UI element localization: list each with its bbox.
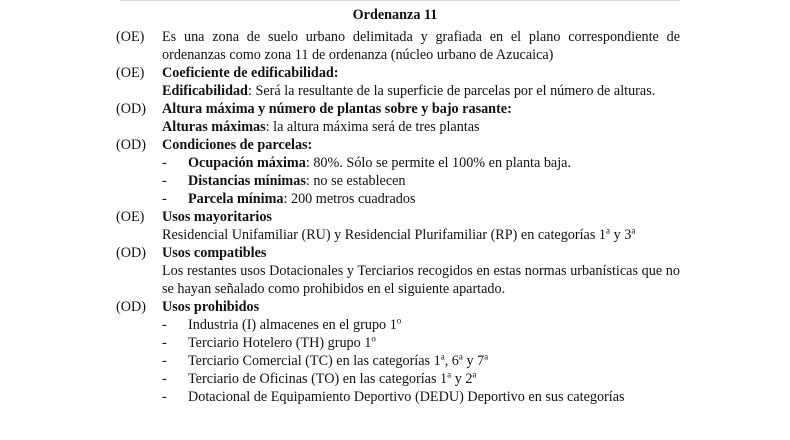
entry-label: Alturas máximas: [162, 119, 266, 135]
list-item: [162, 172, 680, 190]
top-rule: [120, 0, 680, 1]
entry-zone-description: [0, 28, 680, 64]
list-dash: -: [162, 155, 167, 171]
superscript: a: [458, 351, 463, 362]
item-text: Terciario Comercial (TC) en las categorías 1: [188, 353, 441, 369]
list-item: [162, 352, 680, 370]
entry-code: (OD): [116, 137, 146, 153]
entry-label: Edificabilidad: [162, 83, 248, 99]
list-item: [162, 316, 680, 334]
item-text: : 200 metros cuadrados: [283, 191, 416, 207]
list-item: [162, 388, 680, 406]
entry-code: (OD): [116, 245, 146, 261]
list-item: [162, 154, 680, 172]
superscript: o: [371, 333, 376, 344]
superscript: a: [484, 351, 489, 362]
entry-heading: Condiciones de parcelas:: [162, 137, 313, 153]
entry-majority-uses: [0, 208, 680, 244]
list-dash: -: [162, 317, 167, 333]
entry-plot-conditions: [0, 136, 680, 208]
entry-text: : la altura máxima será de tres plantas: [265, 119, 480, 135]
item-label: Ocupación máxima: [188, 155, 306, 171]
document-title: Ordenanza 11: [352, 7, 438, 23]
document-page: [0, 6, 790, 406]
entry-text: Los restantes usos Dotacionales y Terciarios recogidos en estas normas urbanísticas que no se hayan señalado como prohibidos en el siguiente apartado.: [162, 263, 680, 297]
superscript: o: [396, 315, 402, 326]
entry-text: Es una zona de suelo urbano delimitada y grafiada en el plano correspondiente de ordenanzas como zona 11 de ordenanza (núcleo urbano de Azucaica): [162, 29, 680, 63]
item-text: Terciario Hotelero (TH) grupo 1: [188, 335, 372, 351]
list-item: [162, 334, 680, 352]
item-label: Parcela mínima: [188, 191, 284, 207]
item-text: y 7: [462, 353, 485, 369]
entry-code: (OD): [116, 101, 146, 117]
entry-compatible-uses: [0, 244, 680, 298]
entry-text: Residencial Unifamiliar (RU) y Residencial Plurifamiliar (RP) en categorías 1: [162, 227, 607, 243]
entry-code: (OE): [116, 29, 145, 45]
entry-text: : Será la resultante de la superficie de parcelas por el número de alturas.: [247, 83, 656, 99]
item-text: Terciario de Oficinas (TO) en las categorías 1: [188, 371, 448, 387]
entry-max-height: [0, 100, 680, 136]
item-text: Dotacional de Equipamiento Deportivo (DEDU) Deportivo en sus categorías: [188, 389, 625, 405]
list-item: [162, 190, 680, 208]
item-text: y 2: [451, 371, 473, 387]
list-item: [162, 370, 680, 388]
entry-code: (OD): [116, 299, 146, 315]
entry-paragraph: [162, 226, 680, 244]
entry-heading: Usos compatibles: [162, 245, 267, 261]
list-dash: -: [162, 371, 167, 387]
entry-paragraph: [162, 118, 680, 136]
entry-prohibited-uses: [0, 298, 680, 406]
item-text: Industria (I) almacenes en el grupo 1: [188, 317, 397, 333]
list-dash: -: [162, 191, 167, 207]
superscript: a: [447, 369, 452, 380]
entry-heading: Coeficiente de edificabilidad:: [162, 65, 339, 81]
entry-code: (OE): [116, 209, 145, 225]
entry-buildability: [0, 64, 680, 100]
superscript: a: [631, 225, 636, 236]
superscript: a: [472, 369, 477, 380]
entry-code: (OE): [116, 65, 145, 81]
superscript: a: [606, 225, 611, 236]
list-dash: -: [162, 353, 167, 369]
entry-heading: Usos mayoritarios: [162, 209, 272, 225]
item-text: , 6: [444, 353, 459, 369]
list-dash: -: [162, 335, 167, 351]
entry-paragraph: [162, 82, 680, 100]
superscript: a: [440, 351, 445, 362]
entry-heading: Altura máxima y número de plantas sobre y bajo rasante:: [162, 101, 512, 117]
entry-heading: Usos prohibidos: [162, 299, 260, 315]
list-dash: -: [162, 389, 167, 405]
list-dash: -: [162, 173, 167, 189]
entry-text: y 3: [610, 227, 632, 243]
item-text: : 80%. Sólo se permite el 100% en planta baja.: [305, 155, 572, 171]
item-label: Distancias mínimas: [188, 173, 306, 189]
item-text: : no se establecen: [305, 173, 406, 189]
